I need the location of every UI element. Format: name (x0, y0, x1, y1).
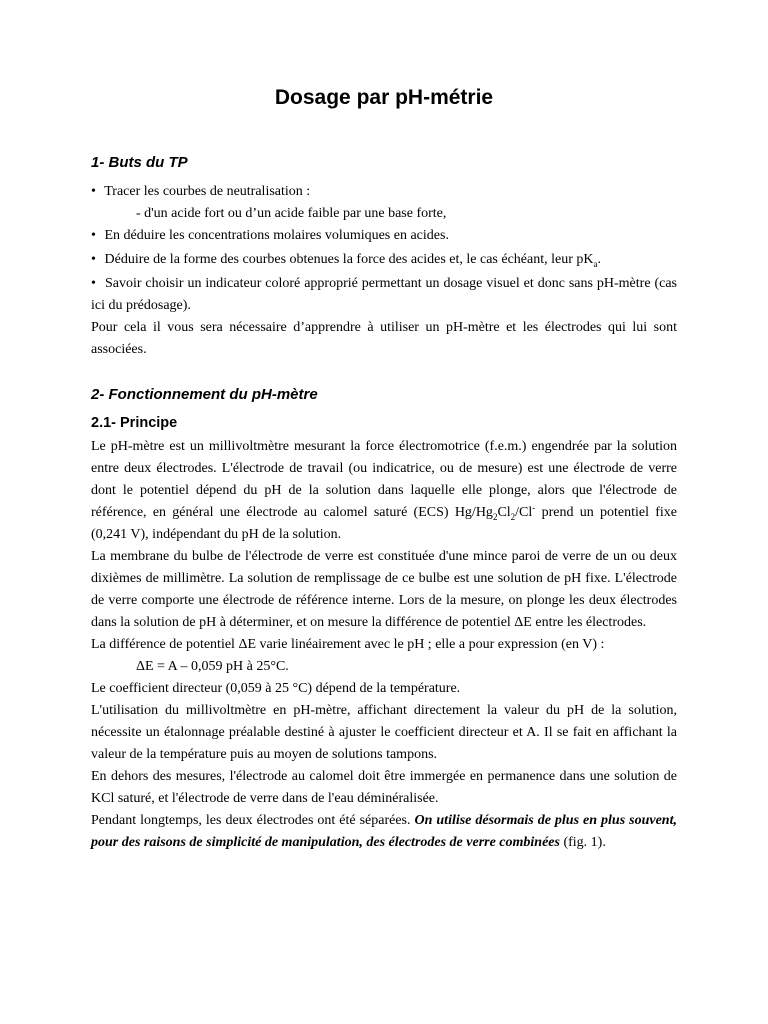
emphasis-text: On utilise désormais de plus en plus souvent, pour des raisons de simplicité de manipulation, des électrodes de verre combinées (91, 813, 677, 850)
goal-item-4: • Savoir choisir un indicateur coloré approprié permettant un dosage visuel et donc sans pH-mètre (cas ici du prédosage). (91, 273, 677, 317)
goal-item-3: • Déduire de la forme des courbes obtenues la force des acides et, le cas échéant, leur $pK_a$. (91, 249, 677, 271)
principle-paragraph-4: Le coefficient directeur (0,059 à 25 °C) dépend de la température. (91, 681, 461, 696)
bullet-icon: • (91, 184, 96, 199)
goal-item-2: • En déduire les concentrations molaires volumiques en acides. (91, 225, 677, 247)
principle-paragraph-7: Pendant longtemps, les deux électrodes ont été séparées. On utilise désormais de plus en plus souvent, pour des raisons de simplicité de manipulation, des électrodes de verre combinées (fig. 1). (91, 813, 677, 850)
bullet-icon: • (91, 228, 96, 243)
equation: ΔE = A – 0,059 pH à 25°C. (136, 659, 289, 674)
principle-paragraph-1: Le pH-mètre est un millivoltmètre mesurant la force électromotrice (f.e.m.) engendrée par la solution entre deux électrodes. L'électrode de travail (ou indicatrice, ou de mesure) est une électrode de verre dont le potentiel dépend du pH de la solution dans laquelle elle plonge, alors que l'électrode de référence, en général une électrode au calomel saturé (ECS) $Hg/Hg_2Cl_2/Cl^-$ prend un potentiel fixe (0,241 V), indépendant du pH de la solution. (91, 439, 677, 542)
principle-paragraph-5: L'utilisation du millivoltmètre en pH-mètre, affichant directement la valeur du pH de la solution, nécessite un étalonnage préalable destiné à ajuster le coefficient directeur et A. Il se fait en affichant la valeur de la température puis au moyen de solutions tampons. (91, 703, 677, 762)
principle-paragraph-3: La différence de potentiel ΔE varie linéairement avec le pH ; elle a pour expression (en V) : (91, 637, 605, 652)
goals-section (91, 181, 677, 361)
subsection-heading-principle: 2.1- Principe (91, 415, 178, 431)
goal-item-1: • Tracer les courbes de neutralisation : (91, 181, 677, 203)
bullet-icon: • (91, 276, 96, 291)
principle-paragraph-6: En dehors des mesures, l'électrode au calomel doit être immergée en permanence dans une solution de KCl saturé, et l'électrode de verre dans de l'eau déminéralisée. (91, 769, 677, 806)
bullet-icon: • (91, 252, 96, 267)
principle-paragraph-2: La membrane du bulbe de l'électrode de verre est constituée d'une mince paroi de verre de un ou deux dixièmes de millimètre. La solution de remplissage de ce bulbe est une solution de pH fixe. L'électrode de verre comporte une électrode de référence interne. Lors de la mesure, on plonge les deux électrodes dans la solution de pH à déterminer, et on mesure la différence de potentiel ΔE entre les électrodes. (91, 549, 677, 630)
section-heading-goals: 1- Buts du TP (91, 154, 188, 171)
principle-section (91, 436, 677, 854)
section-heading-operation: 2- Fonctionnement du pH-mètre (91, 386, 318, 403)
page-title: Dosage par pH-métrie (274, 86, 494, 109)
goals-paragraph: Pour cela il vous sera nécessaire d’apprendre à utiliser un pH-mètre et les électrodes qui lui sont associées. (91, 320, 677, 357)
goal-item-1-sub: - d'un acide fort ou d’un acide faible par une base forte, (136, 206, 447, 221)
